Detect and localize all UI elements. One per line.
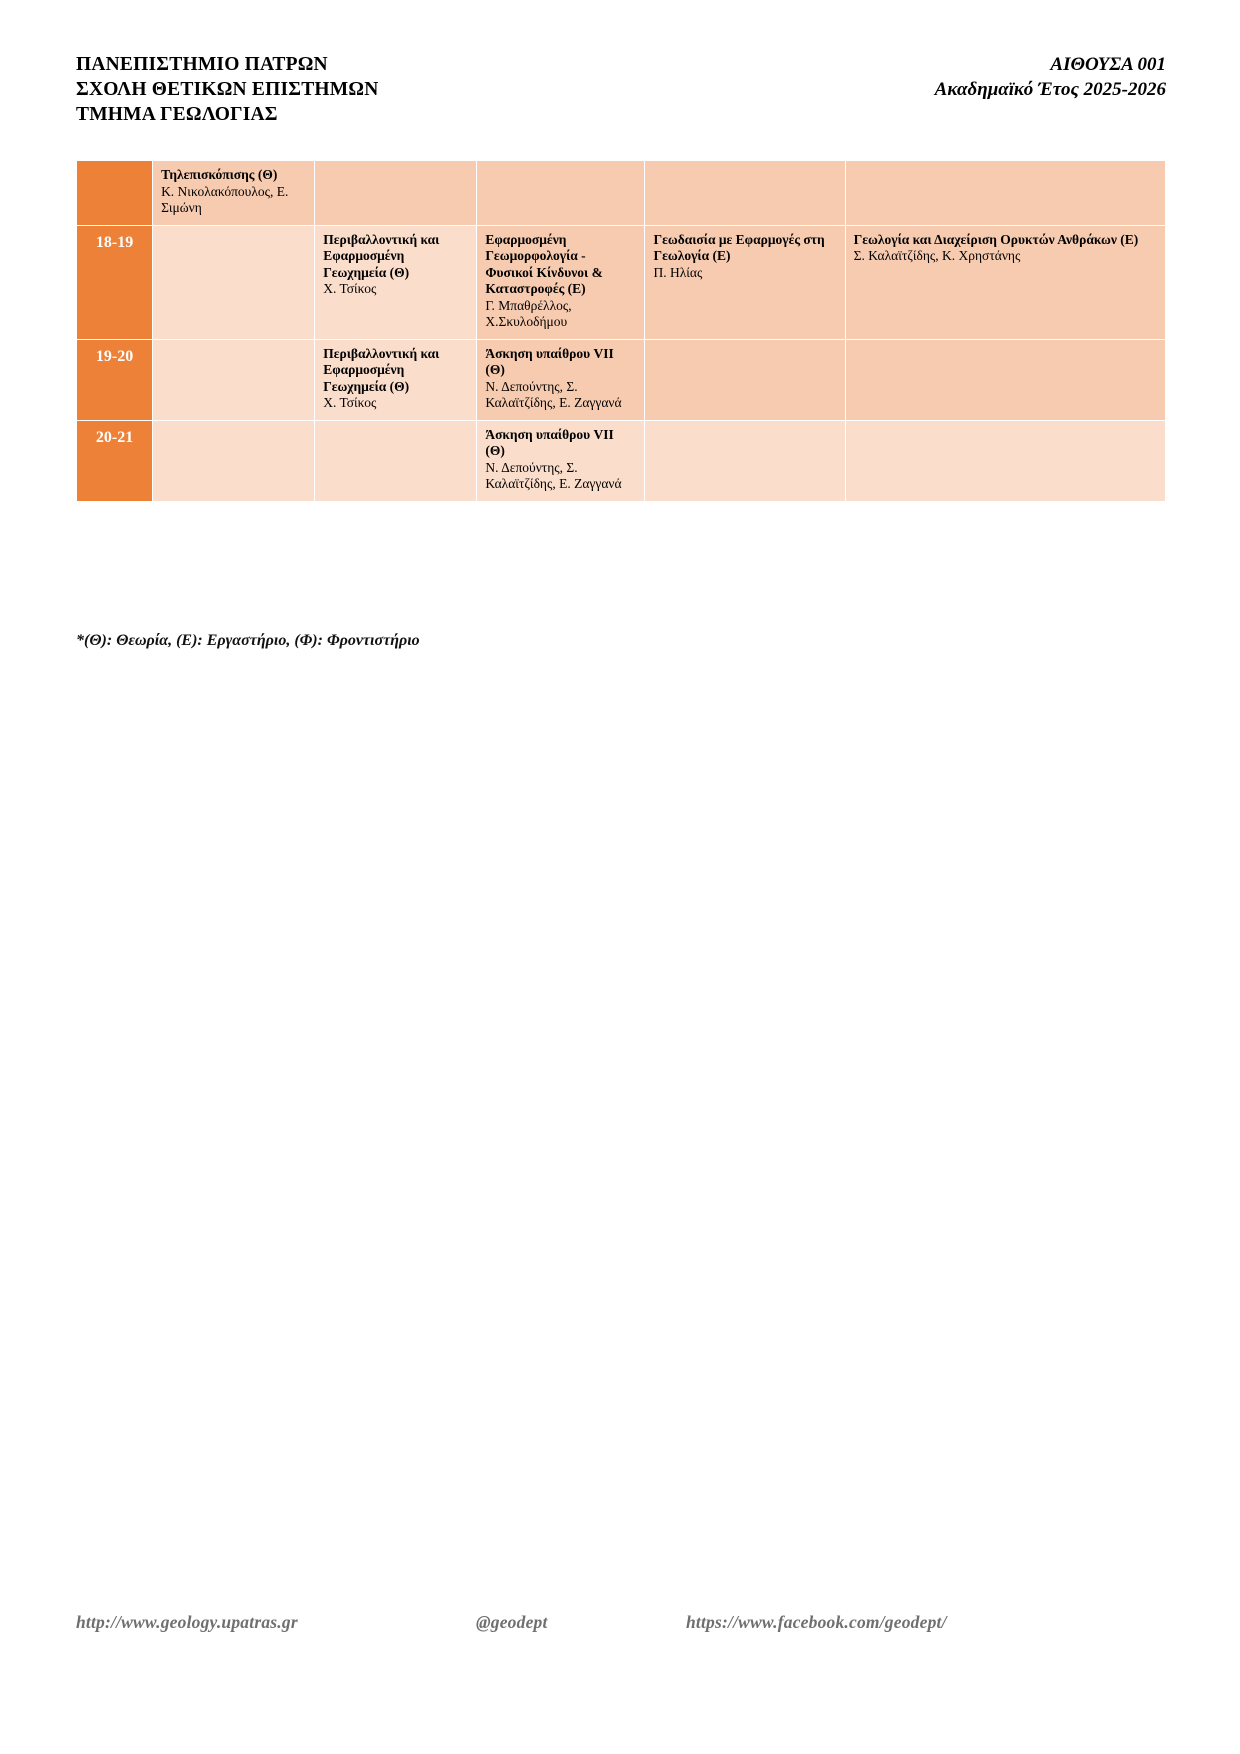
course-title: Τηλεπισκόπισης (Θ) — [161, 167, 278, 182]
schedule-cell — [153, 225, 315, 339]
schedule-cell — [315, 339, 477, 420]
page-footer — [76, 1612, 1166, 1633]
course-title: Περιβαλλοντική και Εφαρμοσμένη Γεωχημεία (Θ) — [323, 345, 440, 394]
course-teachers: Σ. Καλαϊτζίδης, Κ. Χρηστάνης — [853, 248, 1021, 263]
course-teachers: Ν. Δεπούντης, Σ. Καλαϊτζίδης, Ε. Ζαγγανά — [485, 459, 622, 491]
schedule-cell — [477, 420, 645, 501]
schedule-cell — [845, 225, 1165, 339]
schedule-cell — [845, 420, 1165, 501]
page-header — [76, 52, 1166, 127]
legend-footnote: *(Θ): Θεωρία, (Ε): Εργαστήριο, (Φ): Φροντιστήριο — [76, 632, 420, 649]
time-slot-cell: 18-19 — [77, 225, 153, 339]
website-link[interactable]: http://www.geology.upatras.gr — [76, 1612, 298, 1632]
time-slot-cell: 20-21 — [77, 420, 153, 501]
schedule-table — [76, 160, 1166, 502]
schedule-cell — [645, 161, 845, 226]
schedule-cell — [645, 225, 845, 339]
schedule-cell — [845, 161, 1165, 226]
course-teachers: Ν. Δεπούντης, Σ. Καλαϊτζίδης, Ε. Ζαγγανά — [485, 378, 622, 410]
institution-block — [76, 52, 379, 127]
university-name: ΠΑΝΕΠΙΣΤΗΜΙΟ ΠΑΤΡΩΝ — [76, 54, 328, 75]
course-title: Άσκηση υπαίθρου VII (Θ) — [485, 426, 614, 458]
table-row — [77, 161, 1166, 226]
course-teachers: Π. Ηλίας — [653, 264, 703, 280]
table-row — [77, 225, 1166, 339]
time-slot-cell — [77, 161, 153, 226]
table-row — [77, 420, 1166, 501]
department-name: ΤΜΗΜΑ ΓΕΩΛΟΓΙΑΣ — [76, 104, 278, 125]
course-title: Περιβαλλοντική και Εφαρμοσμένη Γεωχημεία (Θ) — [323, 231, 440, 280]
schedule-cell — [645, 420, 845, 501]
course-teachers: Κ. Νικολακόπουλος, Ε. Σιμώνη — [161, 183, 289, 215]
schedule-cell — [153, 339, 315, 420]
table-row — [77, 339, 1166, 420]
schedule-cell — [477, 161, 645, 226]
room-and-year-block — [935, 52, 1166, 102]
schedule-cell — [153, 420, 315, 501]
course-title: Γεωλογία και Διαχείριση Ορυκτών Ανθράκων (Ε) — [853, 231, 1139, 247]
course-title: Εφαρμοσμένη Γεωμορφολογία - Φυσικοί Κίνδυνοι & Καταστροφές (Ε) — [485, 231, 603, 296]
schedule-cell — [315, 420, 477, 501]
schedule-cell — [153, 161, 315, 226]
room-label: ΑΙΘΟΥΣΑ 001 — [1050, 54, 1166, 75]
course-teachers: Γ. Μπαθρέλλος, Χ.Σκυλοδήμου — [485, 297, 572, 329]
schedule-cell — [315, 161, 477, 226]
school-name: ΣΧΟΛΗ ΘΕΤΙΚΩΝ ΕΠΙΣΤΗΜΩΝ — [76, 79, 379, 100]
time-slot-cell: 19-20 — [77, 339, 153, 420]
course-title: Άσκηση υπαίθρου VII (Θ) — [485, 345, 614, 377]
course-teachers: Χ. Τσίκος — [323, 395, 377, 410]
course-teachers: Χ. Τσίκος — [323, 281, 377, 296]
facebook-link[interactable]: https://www.facebook.com/geodept/ — [686, 1612, 947, 1632]
twitter-handle[interactable]: @geodept — [476, 1612, 548, 1632]
academic-year-label: Ακαδημαϊκό Έτος 2025-2026 — [934, 79, 1166, 100]
schedule-cell — [845, 339, 1165, 420]
schedule-cell — [477, 339, 645, 420]
schedule-cell — [645, 339, 845, 420]
schedule-cell — [315, 225, 477, 339]
schedule-cell — [477, 225, 645, 339]
course-title: Γεωδαισία με Εφαρμογές στη Γεωλογία (Ε) — [653, 231, 825, 263]
